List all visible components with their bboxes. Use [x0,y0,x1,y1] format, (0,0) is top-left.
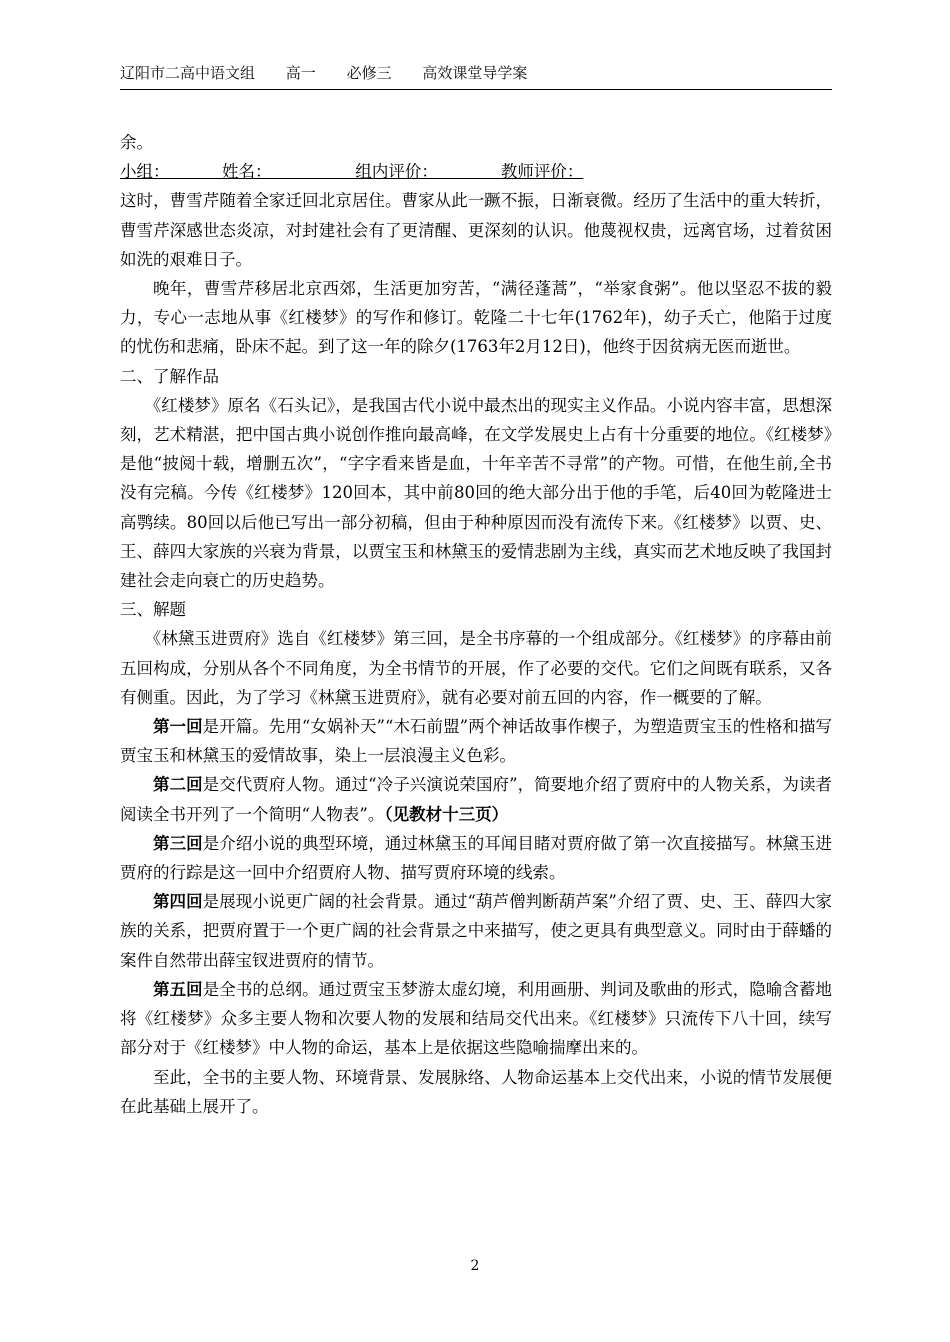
section3-text: 《林黛玉进贾府》选自《红楼梦》第三回，是全书序幕的一个组成部分。《红楼梦》的序幕由前五回构成，分别从各个不同角度，为全书情节的开展，作了必要的交代。它们之间既有联系，又各有侧重。因此，为了学习《林黛玉进贾府》，就有必要对前五回的内容，作一概要的了解。 [120,629,832,707]
chapter-1-text: 是开篇。先用“女娲补天”“木石前盟”两个神话故事作楔子，为塑造贾宝玉的性格和描写贾宝玉和林黛玉的爱情故事，染上一层浪漫主义色彩。 [120,717,833,766]
eval-teacher: 教师评价： [500,162,584,182]
top-text: 余。 [120,133,153,152]
section2-text: 《红楼梦》原名《石头记》，是我国古代小说中最杰出的现实主义作品。小说内容丰富，思想深刻，艺术精湛，把中国古典小说创作推向最高峰，在文学发展史上占有十分重要的地位。《红楼梦》是他“披阅十载，增删五次”，“字字看来皆是血，十年辛苦不寻常”的产物。可惜，在他生前,全书没有完稿。今传《红楼梦》120回本，其中前80回的绝大部分出于他的手笔，后40回为乾隆进士高鹗续。80回以后他已写出一部分初稿，但由于种种原因而没有流传下来。《红楼梦》以贾、史、王、薛四大家族的兴衰为背景，以贾宝玉和林黛玉的爱情悲剧为主线，真实而艺术地反映了我国封建社会走向衰亡的历史趋势。 [120,395,832,591]
eval-name: 姓名： [221,162,272,182]
chapter-1 [120,712,832,770]
chapter-4-text: 是展现小说更广阔的社会背景。通过“葫芦僧判断葫芦案”介绍了贾、史、王、薛四大家族的关系，把贾府置于一个更广阔的社会背景之中来描写，使之更具有典型意义。同时由于薛蟠的案件自然带出薛宝钗进贾府的情节。 [120,892,832,970]
page-number: 2 [470,1258,480,1274]
chapter-3-label: 第三回 [153,833,203,853]
chapter-4 [120,887,832,975]
page-header [120,62,832,90]
chapter-1-label: 第一回 [153,717,203,737]
section3-heading: 三、解题 [120,600,186,620]
eval-peer: 组内评价： [355,162,438,182]
chapter-2-text: 是交代贾府人物。通过“冷子兴演说荣国府”，简要地介绍了贾府中的人物关系，为读者阅读全书开列了一个简明“人物表”。 [120,775,832,824]
section2-heading: 二、了解作品 [120,366,219,386]
conclusion: 至此，全书的主要人物、环境背景、发展脉络、人物命运基本上交代出来，小说的情节发展便在此基础上展开了。 [120,1067,832,1116]
para-later-years: 晚年，曹雪芹移居北京西郊，生活更加穷苦，“满径蓬蒿”，“举家食粥”。他以坚忍不拔的毅力，专心一志地从事《红楼梦》的写作和修订。乾隆二十七年(1762年)，幼子夭亡，他陷于过度的忧伤和悲痛，卧床不起。到了这一年的除夕(1763年2月12日)，他终于因贫病无医而逝世。 [120,279,832,357]
eval-group: 小组： [120,162,170,182]
chapter-2-label: 第二回 [153,775,203,795]
chapter-5 [120,975,832,1063]
header-title: 高效课堂导学案 [422,64,528,82]
chapter-2 [120,770,832,828]
chapter-3-text: 是介绍小说的典型环境，通过林黛玉的耳闻目睹对贾府做了第一次直接描写。林黛玉进贾府的行踪是这一回中介绍贾府人物、描写贾府环境的线索。 [120,833,832,883]
header-school: 辽阳市二高中语文组 [120,64,256,82]
header-book: 必修三 [346,64,392,82]
chapter-5-label: 第五回 [153,979,203,999]
document-body [120,128,832,1121]
chapter-4-label: 第四回 [153,892,203,912]
chapter-3 [120,829,832,887]
chapter-5-text: 是全书的总纲。通过贾宝玉梦游太虚幻境，利用画册、判词及歌曲的形式，隐喻含蓄地将《红楼梦》众多主要人物和次要人物的发展和结局交代出来。《红楼梦》只流传下八十回，续写部分对于《红楼梦》中人物的命运，基本上是依据这些隐喻揣摩出来的。 [120,979,832,1058]
para-intro: 这时，曹雪芹随着全家迁回北京居住。曹家从此一蹶不振，日渐衰微。经历了生活中的重大转折，曹雪芹深感世态炎凉，对封建社会有了更清醒、更深刻的认识。他蔑视权贵，远离官场，过着贫困如洗的艰难日子。 [120,191,832,269]
header-grade: 高一 [285,64,316,82]
chapter-2-note: （见教材十三页） [384,804,509,824]
evaluation-row [120,157,832,186]
